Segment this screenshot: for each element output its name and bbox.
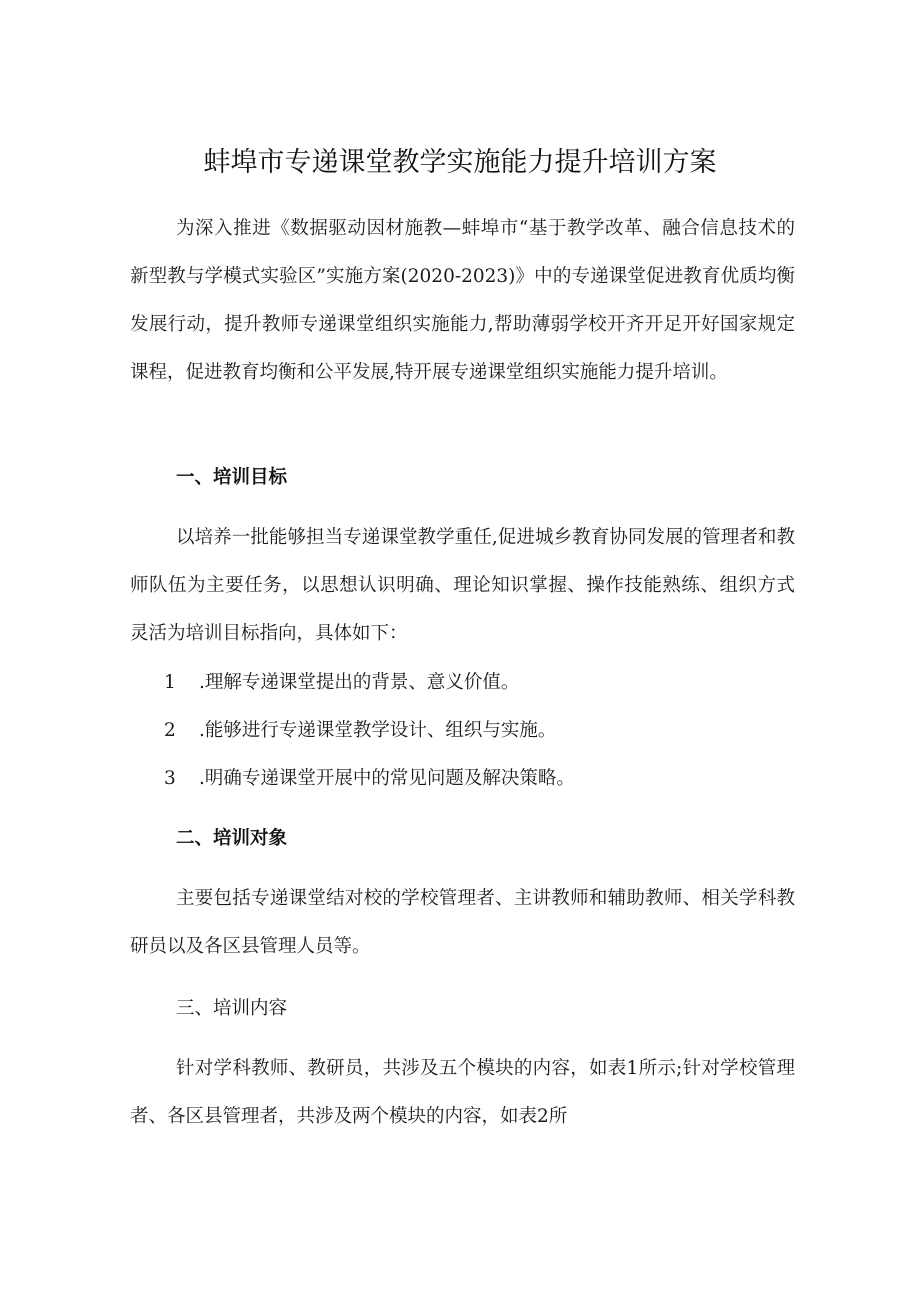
section-heading-content: 三、培训内容 <box>176 998 288 1019</box>
goal-item-1 <box>164 668 519 698</box>
audience-paragraph: 主要包括专递课堂结对校的学校管理者、主讲教师和辅助教师、相关学科教研员以及各区县管理人员等。 <box>130 888 795 957</box>
section-heading-audience: 二、培训对象 <box>176 828 288 849</box>
intro-paragraph: 为深入推进《数据驱动因材施教—蚌埠市“基于教学改革、融合信息技术的新型教与学模式实验区”实施方案(2020-2023)》中的专递课堂促进教育优质均衡发展行动，提升教师专递课堂组织实施能力,帮助薄弱学校开齐开足开好国家规定课程，促进教育均衡和公平发展,特开展专递课堂组织实施能力提升培训。 <box>130 218 795 383</box>
document-title: 蚌埠市专递课堂教学实施能力提升培训方案 <box>203 147 717 178</box>
goal-item-text: .能够进行专递课堂教学设计、组织与实施。 <box>199 720 557 741</box>
goal-item-number: 1 <box>164 672 176 693</box>
goal-item-number: 3 <box>164 768 176 789</box>
goal-item-2 <box>164 716 556 746</box>
goal-item-3 <box>164 764 575 794</box>
goals-paragraph: 以培养一批能够担当专递课堂教学重任,促进城乡教育协同发展的管理者和教师队伍为主要任务，以思想认识明确、理论知识掌握、操作技能熟练、组织方式灵活为培训目标指向，具体如下： <box>130 527 795 644</box>
content-paragraph: 针对学科教师、教研员，共涉及五个模块的内容，如表1所示;针对学校管理者、各区县管理者，共涉及两个模块的内容，如表2所 <box>130 1058 795 1127</box>
goal-item-number: 2 <box>164 720 176 741</box>
section-heading-goals: 一、培训目标 <box>176 467 288 488</box>
goal-item-text: .明确专递课堂开展中的常见问题及解决策略。 <box>199 768 575 789</box>
goal-item-text: .理解专递课堂提出的背景、意义价值。 <box>199 672 520 693</box>
